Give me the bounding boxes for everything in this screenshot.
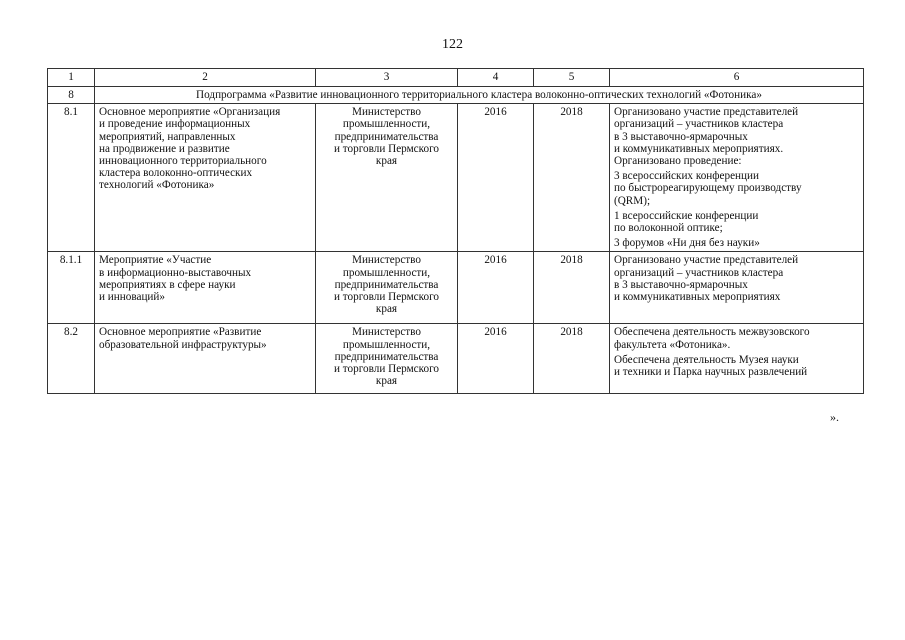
result-paragraph (614, 106, 859, 167)
cell-line: края (375, 303, 398, 316)
cell-line: и торговли Пермского (334, 363, 439, 376)
result-paragraph (614, 254, 859, 303)
cell-line: и инноваций» (99, 291, 165, 304)
cell-line: предпринимательства (334, 278, 439, 291)
cell-line: кластера волоконно-оптических (99, 167, 253, 180)
header-cell-2: 2 (95, 69, 316, 87)
start-year: 2016 (458, 252, 534, 324)
header-cell-6: 6 (610, 69, 864, 87)
cell-line: Организовано участие представителей (614, 254, 799, 267)
start-year: 2016 (458, 104, 534, 252)
result-paragraph (614, 237, 859, 249)
result-paragraph (614, 170, 859, 207)
start-year: 2016 (458, 324, 534, 394)
executor (316, 104, 458, 252)
row-number: 8.1 (48, 104, 95, 252)
measures-table (47, 68, 864, 394)
cell-line: края (375, 375, 398, 388)
row-number: 8.1.1 (48, 252, 95, 324)
cell-line: промышленности, (342, 266, 431, 279)
cell-line: 3 всероссийских конференции (614, 170, 759, 183)
cell-line: 1 всероссийские конференции (614, 209, 759, 222)
result-paragraph (614, 210, 859, 234)
subprogram-title: Подпрограмма «Развитие инновационного территориального кластера волоконно-оптических технологий «Фотоника» (95, 87, 864, 104)
cell-line: Основное мероприятие «Организация (99, 106, 281, 119)
cell-line: (QRM); (614, 194, 651, 207)
subprogram-number: 8 (48, 87, 95, 104)
cell-line: и торговли Пермского (334, 142, 439, 155)
end-year: 2018 (534, 252, 610, 324)
cell-line: мероприятий, направленных (99, 130, 236, 143)
cell-line: технологий «Фотоника» (99, 179, 215, 192)
header-row (48, 69, 864, 87)
cell-line: в 3 выставочно-ярмарочных (614, 278, 748, 291)
cell-line: и техники и Парка научных развлечений (614, 366, 808, 379)
cell-line: Обеспечена деятельность межвузовского (614, 326, 810, 339)
page-number: 122 (442, 37, 463, 52)
cell-line: и торговли Пермского (334, 291, 439, 304)
measure-name (95, 252, 316, 324)
cell-line: предпринимательства (334, 350, 439, 363)
cell-line: Организовано участие представителей (614, 106, 799, 119)
cell-line: и коммуникативных мероприятиях (614, 291, 781, 304)
cell-line: организаций – участников кластера (614, 118, 784, 131)
cell-line: инновационного территориального (99, 155, 267, 168)
cell-line: Основное мероприятие «Развитие (99, 326, 262, 339)
cell-line: организаций – участников кластера (614, 266, 784, 279)
end-year: 2018 (534, 324, 610, 394)
subprogram-row (48, 87, 864, 104)
result (610, 104, 864, 252)
result-paragraph (614, 354, 859, 378)
cell-line: мероприятиях в сфере науки (99, 278, 236, 291)
cell-line: 3 форумов «Ни дня без науки» (614, 237, 760, 250)
result-paragraph (614, 326, 859, 350)
cell-line: по волоконной оптике; (614, 222, 723, 235)
cell-line: промышленности, (342, 118, 431, 131)
cell-line: Министерство (352, 254, 421, 267)
cell-line: образовательной инфраструктуры» (99, 338, 267, 351)
table-row (48, 324, 864, 394)
measure-name (95, 324, 316, 394)
header-cell-3: 3 (316, 69, 458, 87)
result (610, 252, 864, 324)
cell-line: края (375, 155, 398, 168)
header-cell-1: 1 (48, 69, 95, 87)
cell-line: по быстрореагирующему производству (614, 182, 802, 195)
cell-line: Обеспечена деятельность Музея науки (614, 353, 799, 366)
closing-quote: ». (830, 410, 839, 424)
cell-line: и коммуникативных мероприятиях. (614, 142, 784, 155)
cell-line: Мероприятие «Участие (99, 254, 212, 267)
table-row (48, 252, 864, 324)
header-cell-5: 5 (534, 69, 610, 87)
cell-line: в информационно-выставочных (99, 266, 252, 279)
result (610, 324, 864, 394)
measure-name (95, 104, 316, 252)
cell-line: факультета «Фотоника». (614, 338, 731, 351)
header-cell-4: 4 (458, 69, 534, 87)
cell-line: промышленности, (342, 338, 431, 351)
cell-line: и проведение информационных (99, 118, 251, 131)
executor (316, 252, 458, 324)
cell-line: Министерство (352, 106, 421, 119)
end-year: 2018 (534, 104, 610, 252)
row-number: 8.2 (48, 324, 95, 394)
cell-line: предпринимательства (334, 130, 439, 143)
cell-line: Организовано проведение: (614, 155, 742, 168)
measures-body (48, 104, 864, 394)
table-row (48, 104, 864, 252)
executor (316, 324, 458, 394)
cell-line: Министерство (352, 326, 421, 339)
cell-line: на продвижение и развитие (99, 142, 230, 155)
cell-line: в 3 выставочно-ярмарочных (614, 130, 748, 143)
